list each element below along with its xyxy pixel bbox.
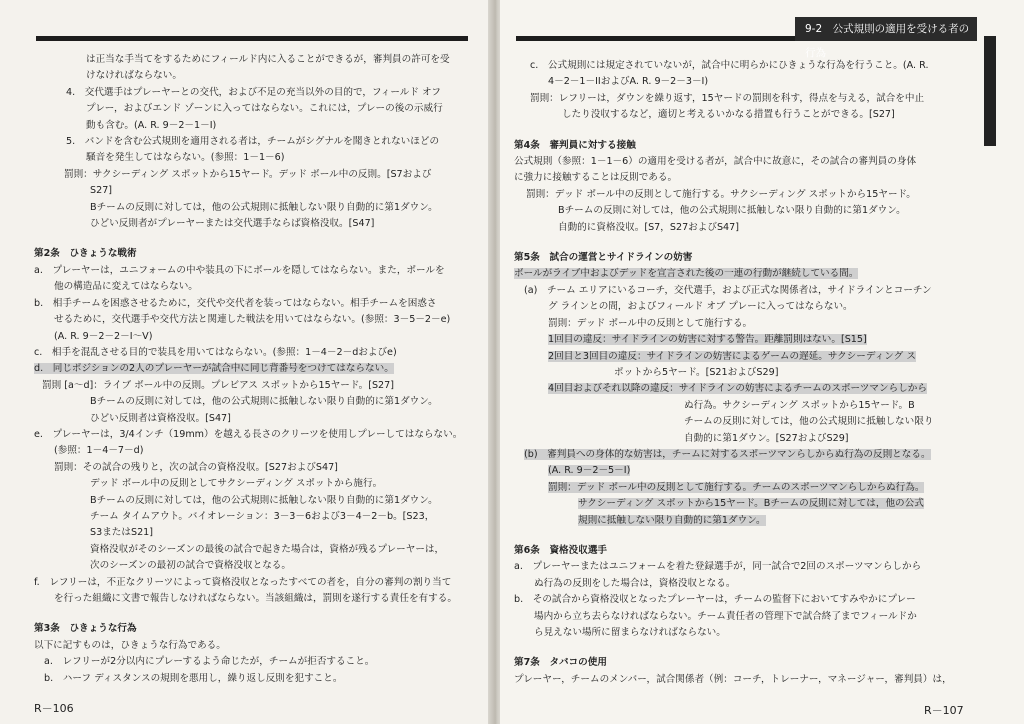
line-text: (A. R. 9－2－2－I～V) (54, 330, 153, 342)
line-text: Bチームの反則に対しては，他の公式規則に抵触しない限り自動的に第1ダウン。 (90, 396, 438, 408)
text-line (514, 107, 954, 123)
text-line (514, 58, 954, 74)
line-text: 自動的に第1ダウン。[S27およびS29] (684, 432, 849, 444)
text-line (34, 542, 474, 558)
line-text: 動も含む。(A. R. 9－2－1－I) (86, 119, 217, 131)
line-text: 自動的に資格没収。[S7，S27およびS47] (558, 221, 739, 233)
text-line (34, 134, 474, 150)
text-line (34, 216, 474, 232)
line-text: ポットから5ヤード。[S21およびS29] (614, 366, 779, 378)
text-line (34, 68, 474, 84)
text-line (514, 74, 954, 90)
section-title: 9-2 公式規則の適用を受ける者の行為 (795, 17, 977, 41)
line-text: けなければならない。 (86, 70, 182, 82)
line-text: 資格没収がそのシーズンの最後の試合で起きた場合は，資格が残るプレーヤーは， (90, 543, 445, 555)
text-line (34, 638, 474, 654)
text-line (514, 365, 954, 381)
highlighted-text: 1回目の違反：サイドラインの妨害に対する警告。距離罰則はない。[S15] (548, 334, 867, 346)
line-text: e. プレーヤーは，3/4インチ（19mm）を越える長さのクリーツを使用しプレーしてはならない。 (34, 428, 463, 440)
line-text: b. 相手チームを困惑させるために，交代や交代者を装ってはならない。相手チームを困惑さ (34, 297, 437, 309)
line-text: 罰則：その試合の残りと，次の試合の資格没収。[S27およびS47] (54, 461, 338, 473)
text-line (514, 283, 954, 299)
text-line (514, 559, 954, 575)
text-line (514, 625, 954, 641)
text-line (514, 187, 954, 203)
line-text: せるために，交代選手や交代方法と関連した戦法を用いてはならない。(参照：3－5－2－e) (54, 314, 451, 326)
text-line (34, 345, 474, 361)
highlighted-text: (b) 審判員への身体的な妨害は，チームに対するスポーツマンらしからぬ行為の反則となる。 (524, 448, 931, 460)
line-text: に強力に接触することは反則である。 (514, 172, 678, 184)
highlighted-text: 罰則：デッド ボール中の反則として施行する。チームのスポーツマンらしからぬ行為。 (548, 481, 925, 493)
text-line (34, 183, 474, 199)
line-text: c. 相手を混乱させる目的で装具を用いてはならない。(参照：1－4－2－dおよびe) (34, 346, 397, 358)
line-text: 罰則：デッド ボール中の反則として施行する。サクシーディング スポットから15ヤード。 (526, 188, 916, 200)
line-text: ら見えない場所に留まらなければならない。 (534, 627, 726, 638)
line-text: ひどい反則者は資格没収。[S47] (90, 412, 231, 424)
line-text: チームの反則に対しては，他の公式規則に抵触しない限り (684, 416, 934, 428)
text-line (34, 654, 474, 670)
line-text: チーム タイムアウト。バイオレーション：3－3－6および3－4－2－b。[S23， (90, 510, 435, 522)
text-line (514, 609, 954, 625)
line-text: a. プレーヤーまたはユニフォームを着た登録選手が，同一試合で2回のスポーツマンらしから (514, 561, 922, 573)
line-text: b. その試合から資格没収となったプレーヤーは，チームの監督下においてすみやかにプレー (514, 594, 916, 606)
highlighted-text: 規則に抵触しない限り自動的に第1ダウン。 (578, 514, 766, 526)
text-line (514, 463, 954, 479)
text-line (514, 299, 954, 315)
line-text: デッド ボール中の反則としてサクシーディング スポットから施行。 (90, 478, 383, 490)
line-text: a. プレーヤーは，ユニフォームの中や装具の下にボールを隠してはならない。また，ボールを (34, 264, 445, 276)
line-text: c. 公式規則には規定されていないが，試合中に明らかにひきょうな行為を行うこと。(A. R. (530, 60, 929, 71)
text-line (34, 411, 474, 427)
text-line (514, 672, 954, 688)
line-text: ひどい反則者がプレーヤーまたは交代選手ならば資格没収。[S47] (90, 218, 375, 230)
line-text: 第4条 審判員に対する接触 (514, 139, 636, 151)
text-line (34, 493, 474, 509)
text-line (34, 558, 474, 574)
line-text: 第5条 試合の運営とサイドラインの妨害 (514, 252, 693, 264)
text-line (34, 200, 474, 216)
line-text: したり没収するなど，適切と考えるいかなる措置も行うことができる。[S27] (562, 109, 895, 121)
article-heading (514, 655, 954, 671)
line-text: 罰則：サクシーディング スポットから15ヤード。デッド ボール中の反則。[S7および (64, 168, 432, 180)
text-line (34, 150, 474, 166)
text-line (34, 509, 474, 525)
text-line (514, 592, 954, 608)
line-text: Bチームの反則に対しては，他の公式規則に抵触しない限り自動的に第1ダウン。 (90, 494, 438, 506)
text-line (514, 170, 954, 186)
text-line (34, 394, 474, 410)
line-text: プレーヤー，チームのメンバー，試合関係者（例：コーチ，トレーナー，マネージャー，審判員）は， (514, 673, 952, 685)
text-line (514, 154, 954, 170)
text-line (514, 414, 954, 430)
left-page (0, 0, 492, 724)
header-rule-right (516, 36, 801, 41)
page-number-right: R－107 (924, 704, 964, 717)
text-line (34, 101, 474, 117)
line-text: (参照：1－4－7－d) (54, 445, 144, 457)
article-heading (34, 246, 474, 262)
highlighted-text: 4回目およびそれ以降の違反：サイドラインの妨害によるチームのスポーツマンらしから (548, 383, 927, 395)
text-line (34, 329, 474, 345)
line-text: 5. バンドを含む公式規則を適用される者は，チームがシグナルを聞きとれないほどの (66, 136, 440, 148)
line-text: 公式規則（参照：1－1－6）の適用を受ける者が，試合中に故意に，その試合の審判員の身体 (514, 156, 917, 168)
text-line (34, 296, 474, 312)
text-line (514, 496, 954, 512)
line-text: 第3条 ひきょうな行為 (34, 623, 137, 635)
line-text: 次のシーズンの最初の試合で資格没収となる。 (90, 560, 291, 572)
page-number-left: R－106 (34, 702, 74, 715)
text-line (34, 525, 474, 541)
line-text: Bチームの反則に対しては，他の公式規則に抵触しない限り自動的に第1ダウン。 (90, 201, 438, 213)
text-line (34, 279, 474, 295)
left-page-text (34, 52, 474, 687)
article-heading (34, 621, 474, 637)
line-text: プレー，およびエンド ゾーンに入ってはならない。これには，プレーの後の示威行 (86, 103, 443, 115)
line-text: 罰則 [a～d]：ライブ ボール中の反則。プレビアス スポットから15ヤード。[S27] (42, 379, 395, 391)
text-line (514, 332, 954, 348)
text-line (34, 118, 474, 134)
text-line (34, 575, 474, 591)
text-line (514, 316, 954, 332)
line-text: b. ハーフ ディスタンスの規則を悪用し，繰り返し反則を犯すこと。 (44, 672, 343, 684)
line-text: f. レフリーは，不正なクリーツによって資格没収となったすべての者を，自分の審判の割り当て (34, 576, 452, 588)
text-line (514, 381, 954, 397)
text-line (34, 167, 474, 183)
text-line (514, 398, 954, 414)
line-text: 第6条 資格没収選手 (514, 544, 608, 556)
text-line (34, 312, 474, 328)
text-line (514, 266, 954, 282)
text-line (34, 263, 474, 279)
line-text: 場内から立ち去らなければならない。チーム責任者の管理下で試合終了までフィールドか (534, 610, 917, 622)
text-line (34, 671, 474, 687)
article-heading (514, 138, 954, 154)
highlighted-text: (A. R. 9－2－5－I) (548, 465, 631, 477)
line-text: a. レフリーが2分以内にプレーするよう命じたが，チームが拒否すること。 (44, 656, 375, 668)
text-line (34, 591, 474, 607)
header-rule-left (36, 36, 468, 41)
text-line (34, 361, 474, 377)
line-text: 騒音を発生してはならない。(参照：1－1－6) (86, 152, 285, 164)
line-text: 第7条 タバコの使用 (514, 657, 607, 669)
line-text: 4－2－1－IIおよびA. R. 9－2－3－I) (548, 76, 709, 88)
text-line (34, 476, 474, 492)
article-heading (514, 543, 954, 559)
line-text: 罰則：デッド ボール中の反則として施行する。 (548, 317, 753, 329)
line-text: ぬ行為の反則をした場合は，資格没収となる。 (534, 577, 736, 589)
text-line (514, 447, 954, 463)
line-text: 他の構造品に変えてはならない。 (54, 281, 198, 293)
side-index-tab (984, 36, 996, 146)
text-line (514, 431, 954, 447)
line-text: S3またはS21] (90, 527, 154, 539)
text-line (34, 427, 474, 443)
line-text: 4. 交代選手はプレーヤーとの交代，および不足の充当以外の目的で，フィールド オフ (66, 86, 441, 98)
text-line (514, 480, 954, 496)
text-line (514, 91, 954, 107)
line-text: グ ラインとの間，およびフィールド オブ プレーに入ってはならない。 (548, 301, 853, 313)
text-line (514, 349, 954, 365)
line-text: 第2条 ひきょうな戦術 (34, 248, 137, 260)
line-text: を行った組織に文書で報告しなければならない。当該組織は，罰則を遂行する責任を有する。 (54, 593, 457, 604)
text-line (514, 220, 954, 236)
line-text: Bチームの反則に対しては，他の公式規則に抵触しない限り自動的に第1ダウン。 (558, 205, 906, 217)
text-line (34, 460, 474, 476)
line-text: 罰則：レフリーは，ダウンを繰り返す，15ヤードの罰則を科す，得点を与える，試合を中止 (530, 92, 925, 104)
line-text: 以下に記すものは，ひきょうな行為である。 (34, 639, 226, 651)
highlighted-text: サクシーディング スポットから15ヤード。Bチームの反則に対しては，他の公式 (578, 498, 924, 510)
highlighted-text: 2回目と3回目の違反：サイドラインの妨害によるゲームの遅延。サクシーディング ス (548, 350, 916, 362)
highlighted-text: d. 同じポジションの2人のプレーヤーが試合中に同じ背番号をつけてはならない。 (34, 363, 394, 375)
text-line (34, 85, 474, 101)
text-line (34, 378, 474, 394)
line-text: (a) チーム エリアにいるコーチ，交代選手，および正式な関係者は，サイドラインとコーチン (524, 284, 932, 296)
text-line (514, 513, 954, 529)
text-line (514, 576, 954, 592)
line-text: は正当な手当てをするためにフィールド内に入ることができるが，審判員の許可を受 (86, 54, 450, 65)
text-line (34, 443, 474, 459)
text-line (514, 203, 954, 219)
highlighted-text: ボールがライブ中およびデッドを宣言された後の一連の行動が継続している間。 (514, 268, 859, 280)
line-text: ぬ行為。サクシーディング スポットから15ヤード。B (684, 399, 915, 411)
article-heading (514, 250, 954, 266)
right-page-text (514, 58, 954, 688)
text-line (34, 52, 474, 68)
line-text: S27] (90, 185, 113, 197)
